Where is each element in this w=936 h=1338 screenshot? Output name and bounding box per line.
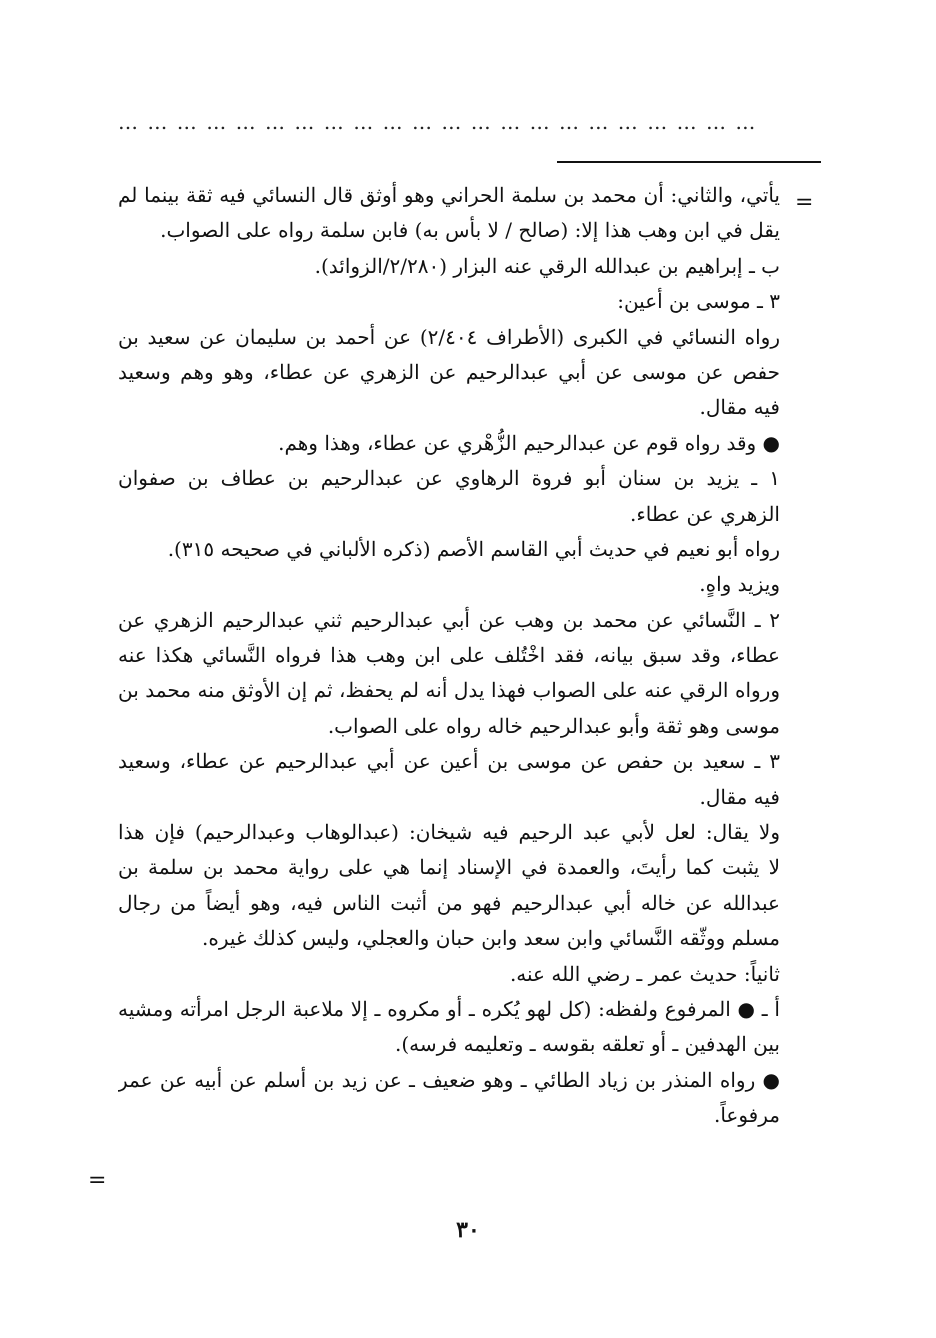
continuation-mark-top: = — [795, 190, 814, 215]
dotted-separator: ………………………………………………………… — [118, 112, 765, 132]
text-line: ثانياً: حديث عمر ـ رضي الله عنه. — [509, 961, 780, 986]
text-line: فيه مقال. — [699, 784, 780, 809]
text-line: رواه أبو نعيم في حديث أبي القاسم الأصم (ذكره الألباني في صحيحه ٣١٥). — [167, 536, 780, 561]
text-line: الزهري عن عطاء. — [630, 501, 780, 526]
text-line: فيه مقال. — [699, 395, 780, 420]
text-line: ٣ ـ سعيد بن حفص عن موسى بن أعين عن أبي عبدالرحيم عن عطاء، وسعيد — [118, 749, 780, 774]
text-line: مسلم ووثّقه النَّسائي وابن سعد وابن حبان والعجلي، وليس كذلك غيره. — [202, 926, 780, 951]
text-line: حفص عن موسى عن أبي عبدالرحيم عن الزهري عن عطاء، وهو وهم وسعيد — [118, 359, 780, 384]
text-line: ٣ ـ موسى بن أعين: — [617, 289, 780, 314]
text-line: ● وقد رواه قوم عن عبدالرحيم الزُّهْري عن عطاء، وهذا وهم. — [278, 430, 780, 455]
text-line: بين الهدفين ـ أو تعلقه بقوسه ـ وتعليمه فرسه). — [394, 1032, 780, 1057]
text-line: ١ ـ يزيد بن سنان أبو فروة الرهاوي عن عبدالرحيم بن عطاف بن صفوان — [118, 466, 780, 491]
text-line: يأتي، والثاني: أن محمد بن سلمة الحراني وهو أوثق قال النسائي فيه ثقة بينما لم — [118, 183, 780, 207]
continuation-mark-bottom: = — [88, 1168, 107, 1193]
footnote-text — [118, 178, 780, 1134]
text-line: يقل في ابن وهب هذا إلا: (صالح / لا بأس به) فابن سلمة رواه على الصواب. — [160, 218, 780, 243]
text-line: ب ـ إبراهيم بن عبدالله الرقي عنه البزار (٢/٢٨٠/الزوائد). — [314, 253, 780, 278]
footnote-rule — [557, 161, 821, 163]
text-line: عطاء، وقد سبق بيانه، فقد اخْتُلف على ابن وهب هذا فرواه النَّسائي هكذا عنه — [118, 643, 780, 668]
page-number: ٣٠ — [456, 1217, 480, 1243]
text-line: أ ـ ● المرفوع ولفظه: (كل لهو يُكره ـ أو مكروه ـ إلا ملاعبة الرجل امرأته ومشيه — [118, 996, 780, 1021]
text-line: ٢ ـ النَّسائي عن محمد بن وهب عن أبي عبدالرحيم ثني عبدالرحيم الزهري عن — [118, 607, 780, 632]
text-line: موسى وهو ثقة وأبو عبدالرحيم خاله رواه على الصواب. — [327, 713, 780, 738]
text-line: ورواه الرقي عنه على الصواب فهذا يدل أنه لم يحفظ، ثم إن الأوثق منه محمد بن — [118, 678, 780, 703]
text-line: ولا يقال: لعل لأبي عبد الرحيم فيه شيخان: (عبدالوهاب وعبدالرحيم) فإن هذا — [118, 820, 780, 845]
text-line: عبدالله عن خاله أبي عبدالرحيم فهو من أثبت الناس فيه، وهو أيضاً من رجال — [118, 890, 780, 915]
text-line: ويزيد واهٍ. — [699, 572, 780, 597]
text-line: رواه النسائي في الكبرى (الأطراف ٢/٤٠٤) عن أحمد بن سليمان عن سعيد بن — [118, 324, 780, 349]
text-line: مرفوعاً. — [713, 1103, 780, 1128]
text-line: لا يثبت كما رأيتَ، والعمدة في الإسناد إنما هي على رواية محمد بن سلمة بن — [118, 855, 780, 880]
text-line: ● رواه المنذر بن زياد الطائي ـ وهو ضعيف ـ عن زيد بن أسلم عن أبيه عن عمر — [118, 1067, 780, 1092]
